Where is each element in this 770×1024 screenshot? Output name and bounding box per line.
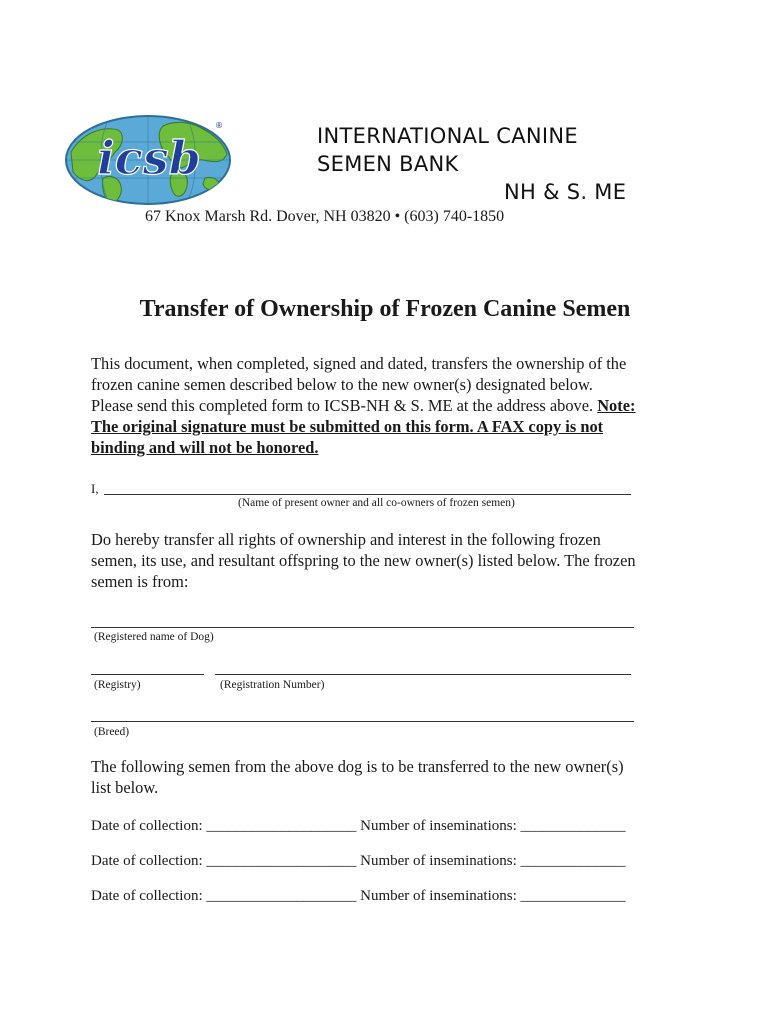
breed-field[interactable] — [91, 721, 634, 722]
transfer-line: Do hereby transfer all rights of ownership and interest in the following frozen — [91, 530, 601, 549]
semen-paragraph — [91, 756, 691, 798]
note-label: Note: — [597, 396, 636, 415]
owner-prefix: I, — [91, 481, 99, 496]
inseminations-label: Number of inseminations: — [360, 853, 517, 869]
registration-number-field[interactable] — [215, 674, 631, 675]
document-title: Transfer of Ownership of Frozen Canine Semen — [139, 296, 631, 322]
org-name-line2: SEMEN BANK — [317, 152, 459, 176]
intro-line-text: Please send this completed form to ICSB-NH & S. ME at the address above. — [91, 396, 594, 415]
registered-name-caption: (Registered name of Dog) — [94, 631, 214, 643]
intro-line: This document, when completed, signed and dated, transfers the ownership of the — [91, 354, 627, 373]
date-of-collection-field[interactable]: ____________________ — [206, 818, 357, 834]
date-of-collection-label: Date of collection: — [91, 818, 203, 834]
note-text: The original signature must be submitted on this form. A FAX copy is not — [91, 417, 604, 436]
org-address: 67 Knox Marsh Rd. Dover, NH 03820 • (603) 740-1850 — [145, 208, 505, 225]
note-text: binding and will not be honored. — [91, 438, 319, 457]
org-name-line1: INTERNATIONAL CANINE — [317, 124, 578, 148]
intro-line — [91, 395, 691, 416]
collection-row — [91, 888, 626, 905]
transfer-line: semen, its use, and resultant offspring to the new owner(s) listed below. The frozen — [91, 551, 636, 570]
owner-caption: (Name of present owner and all co-owners of frozen semen) — [238, 497, 515, 509]
inseminations-field[interactable]: ______________ — [520, 853, 626, 869]
org-location: NH & S. ME — [504, 180, 627, 204]
icsb-logo — [63, 112, 235, 208]
transfer-paragraph — [91, 529, 691, 592]
date-of-collection-field[interactable]: ____________________ — [206, 888, 357, 904]
logo-wordmark: icsb — [97, 131, 201, 185]
date-of-collection-label: Date of collection: — [91, 888, 203, 904]
registry-field[interactable] — [91, 674, 204, 675]
inseminations-label: Number of inseminations: — [360, 818, 517, 834]
date-of-collection-label: Date of collection: — [91, 853, 203, 869]
collection-row — [91, 818, 626, 835]
intro-paragraph — [91, 353, 691, 458]
owner-name-field[interactable] — [104, 494, 631, 495]
registry-caption: (Registry) — [94, 679, 141, 691]
inseminations-field[interactable]: ______________ — [520, 818, 626, 834]
semen-line: The following semen from the above dog is to be transferred to the new owner(s) — [91, 757, 624, 776]
inseminations-label: Number of inseminations: — [360, 888, 517, 904]
registered-mark: ® — [215, 121, 223, 130]
collection-row — [91, 853, 626, 870]
semen-line: list below. — [91, 778, 159, 797]
breed-caption: (Breed) — [94, 726, 130, 738]
registered-name-field[interactable] — [91, 627, 634, 628]
date-of-collection-field[interactable]: ____________________ — [206, 853, 357, 869]
intro-line: frozen canine semen described below to the new owner(s) designated below. — [91, 375, 593, 394]
registration-number-caption: (Registration Number) — [220, 679, 325, 691]
inseminations-field[interactable]: ______________ — [520, 888, 626, 904]
transfer-line: semen is from: — [91, 572, 189, 591]
